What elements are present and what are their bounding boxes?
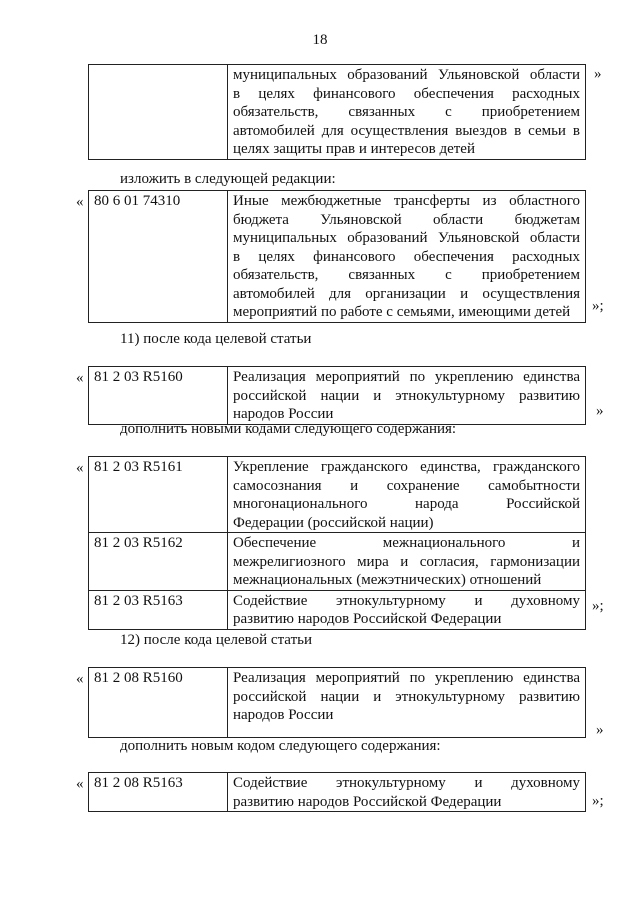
text-line: межнациональных (межэтнических) отношений <box>233 572 542 588</box>
opening-quote: « <box>76 776 84 792</box>
text-line: народов России <box>233 406 334 422</box>
text-line: мероприятий по работе с семьями, имеющими детей <box>233 304 571 320</box>
item-11-text: 11) после кода целевой статьи <box>120 331 312 347</box>
description-cell <box>228 773 586 812</box>
closing-quote-semicolon: »; <box>592 298 604 314</box>
text-line: российской нации и этнокультурному развитию <box>233 387 580 404</box>
code-cell-empty <box>89 65 228 160</box>
description-cell <box>228 367 586 425</box>
text-line: Реализация мероприятий по укреплению единства <box>233 670 580 686</box>
table-row <box>89 367 586 425</box>
table-row <box>89 457 586 533</box>
opening-quote: « <box>76 460 84 476</box>
opening-quote: « <box>76 194 84 210</box>
table-block-3 <box>88 366 586 425</box>
table-row <box>89 191 586 323</box>
text-line: самосознания и сохранение самобытности <box>233 477 580 494</box>
instruction-text: изложить в следующей редакции: <box>120 171 336 187</box>
text-line: обязательств, связанных с приобретением <box>233 104 580 120</box>
code-cell: 80 6 01 74310 <box>89 191 228 323</box>
text-line: муниципальных образований Ульяновской области <box>233 67 580 83</box>
text-line: развитию народов Российской Федерации <box>233 793 502 810</box>
item-12-text: 12) после кода целевой статьи <box>120 632 313 648</box>
text-line: автомобилей для организации и осуществления <box>233 285 580 302</box>
code-cell: 81 2 03 R5160 <box>89 367 228 425</box>
instruction-text: дополнить новым кодом следующего содержания: <box>120 738 441 754</box>
table-row <box>89 533 586 591</box>
description-cell <box>228 668 586 738</box>
text-line: развитию народов Российской Федерации <box>233 611 502 627</box>
page-number: 18 <box>312 32 328 48</box>
description-cell <box>228 191 586 323</box>
table-block-1 <box>88 64 586 160</box>
text-line: в целях финансового обеспечения расходных <box>233 85 580 102</box>
code-cell: 81 2 08 R5160 <box>89 668 228 738</box>
closing-quote-semicolon: »; <box>592 598 604 614</box>
table-block-4 <box>88 456 586 630</box>
opening-quote: « <box>76 370 84 386</box>
closing-quote: » <box>594 66 602 82</box>
closing-quote: » <box>596 403 604 419</box>
text-line: Реализация мероприятий по укреплению единства <box>233 369 580 385</box>
table-block-5 <box>88 667 586 738</box>
table-row <box>89 773 586 812</box>
text-line: Содействие этнокультурному и духовному <box>233 592 580 609</box>
description-cell <box>228 533 586 591</box>
text-line: Иные межбюджетные трансферты из областного <box>233 193 580 209</box>
table-row <box>89 590 586 629</box>
table-block-2 <box>88 190 586 323</box>
text-line: бюджета Ульяновской области бюджетам <box>233 211 580 228</box>
text-line: народов России <box>233 707 334 723</box>
table-row <box>89 668 586 738</box>
text-line: обязательств, связанных с приобретением <box>233 267 580 283</box>
code-cell: 81 2 03 R5162 <box>89 533 228 591</box>
text-line: Укрепление гражданского единства, гражданского <box>233 459 580 475</box>
text-line: российской нации и этнокультурному развитию <box>233 688 580 705</box>
text-line: Обеспечение межнационального и <box>233 535 580 551</box>
text-line: межрелигиозного мира и согласия, гармонизации <box>233 553 580 570</box>
text-line: автомобилей для осуществления выездов в семьи в <box>233 122 580 139</box>
description-cell <box>228 457 586 533</box>
code-cell: 81 2 03 R5161 <box>89 457 228 533</box>
code-cell: 81 2 03 R5163 <box>89 590 228 629</box>
instruction-text: дополнить новыми кодами следующего содержания: <box>120 421 457 437</box>
text-line: целях защиты прав и интересов детей <box>233 141 475 157</box>
table-row <box>89 65 586 160</box>
code-cell: 81 2 08 R5163 <box>89 773 228 812</box>
opening-quote: « <box>76 671 84 687</box>
text-line: муниципальных образований Ульяновской области <box>233 230 580 246</box>
description-cell <box>228 65 586 160</box>
table-block-6 <box>88 772 586 812</box>
text-line: Федерации (российской нации) <box>233 514 434 531</box>
text-line: в целях финансового обеспечения расходных <box>233 248 580 265</box>
description-cell <box>228 590 586 629</box>
text-line: Содействие этнокультурному и духовному <box>233 775 580 791</box>
closing-quote: » <box>596 722 604 738</box>
closing-quote-semicolon: »; <box>592 793 604 809</box>
text-line: многонационального народа Российской <box>233 496 580 512</box>
